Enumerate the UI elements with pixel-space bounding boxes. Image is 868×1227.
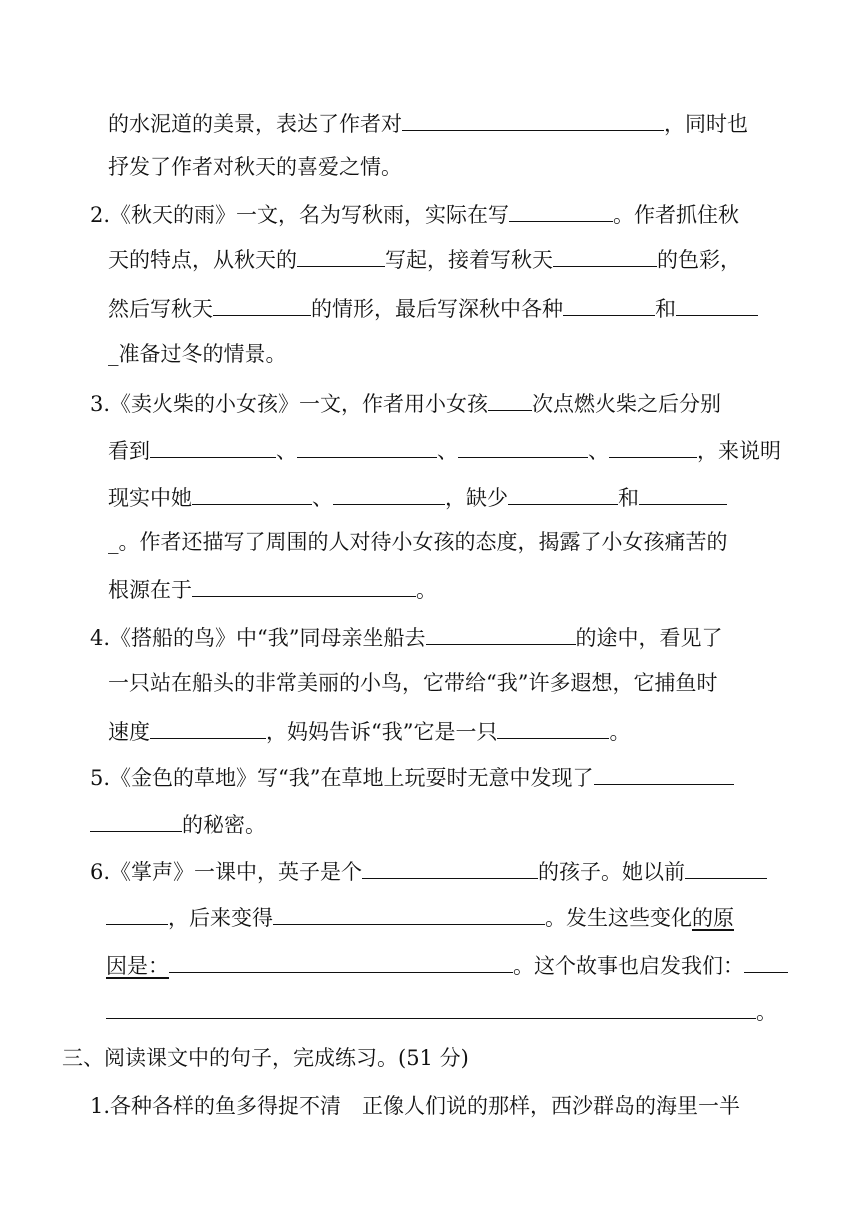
text-line [106, 950, 788, 980]
answer-blank[interactable] [609, 435, 697, 458]
text: ，来说明 [697, 439, 781, 463]
answer-blank[interactable] [150, 716, 266, 739]
text-line [108, 339, 287, 369]
text: 。这个故事也启发我们： [513, 954, 744, 978]
text: 3.《卖火柴的小女孩》一文，作者用小女孩 [90, 392, 489, 416]
answer-blank[interactable] [213, 293, 311, 316]
answer-blank[interactable] [362, 856, 538, 879]
text: 和 [655, 297, 676, 321]
text: 抒发了作者对秋天的喜爱之情。 [108, 155, 402, 179]
text: 写起，接着写秋天 [385, 248, 553, 272]
text: 天的特点，从秋天的 [108, 248, 297, 272]
answer-blank[interactable] [333, 482, 445, 505]
text: 。发生这些变化 [545, 906, 692, 930]
text: 。作者抓住秋 [613, 203, 740, 227]
text: 、 [276, 439, 297, 463]
question-4 [90, 622, 723, 652]
answer-blank[interactable] [458, 435, 588, 458]
text: 、 [312, 486, 333, 510]
text: 6.《掌声》一课中，英子是个 [90, 860, 363, 884]
text: 的途中，看见了 [575, 626, 723, 650]
question-6 [90, 856, 767, 886]
question-3-1 [90, 1091, 740, 1121]
text: _准备过冬的情景。 [108, 342, 287, 366]
text: 和 [618, 486, 639, 510]
text: 一只站在船头的非常美丽的小鸟，它带给“我”许多遐想，它捕鱼时 [108, 671, 718, 695]
answer-blank[interactable] [106, 902, 168, 925]
answer-blank[interactable] [563, 293, 655, 316]
text: 、 [588, 439, 609, 463]
text: 然后写秋天 [108, 297, 213, 321]
text: ，缺少 [445, 486, 508, 510]
answer-blank[interactable] [488, 388, 532, 411]
text: 。 [756, 1000, 777, 1024]
text: ，后来变得 [168, 906, 273, 930]
answer-blank[interactable] [509, 199, 613, 222]
answer-blank[interactable] [594, 762, 734, 785]
answer-blank[interactable] [402, 108, 664, 131]
answer-blank[interactable] [508, 482, 618, 505]
text: 的孩子。她以前 [538, 860, 686, 884]
text: 次点燃火柴之后分别 [532, 392, 722, 416]
text-line [108, 293, 758, 323]
text: 1.各种各样的鱼多得捉不清 正像人们说的那样，西沙群岛的海里一半 [90, 1094, 741, 1118]
answer-blank[interactable] [685, 856, 767, 879]
text: 2.《秋天的雨》一文，名为写秋雨，实际在写 [90, 203, 510, 227]
text: 速度 [108, 720, 150, 744]
answer-blank[interactable] [90, 809, 182, 832]
answer-blank[interactable] [426, 622, 576, 645]
text-line [108, 574, 437, 604]
text-line [108, 716, 630, 746]
text: ，同时也 [664, 112, 748, 136]
answer-blank[interactable] [639, 482, 727, 505]
underlined-text: 的原 [692, 906, 734, 930]
answer-blank[interactable] [744, 950, 788, 973]
text-line [106, 996, 777, 1026]
text: 的情形，最后写深秋中各种 [311, 297, 563, 321]
answer-blank[interactable] [497, 716, 609, 739]
answer-blank[interactable] [150, 435, 276, 458]
answer-blank[interactable] [192, 574, 416, 597]
text-line [108, 152, 402, 182]
text: 。 [416, 578, 437, 602]
text: 的色彩， [657, 248, 741, 272]
text-line [90, 809, 266, 839]
underlined-text: 因是： [106, 954, 169, 978]
text: 。 [609, 720, 631, 744]
answer-blank[interactable] [169, 950, 513, 973]
text: 、 [437, 439, 458, 463]
text-line [108, 527, 728, 557]
text-line [108, 668, 717, 698]
text-line [108, 244, 741, 274]
text-line [108, 435, 781, 465]
text-line [106, 902, 734, 932]
section-3-heading: 三、阅读课文中的句子，完成练习。(51 分) [62, 1046, 469, 1070]
text: 的秘密。 [182, 813, 266, 837]
answer-blank[interactable] [553, 244, 657, 267]
text: 4.《搭船的鸟》中“我”同母亲坐船去 [90, 626, 426, 650]
text: _。作者还描写了周围的人对待小女孩的态度，揭露了小女孩痛苦的 [108, 530, 728, 554]
text-line [108, 482, 727, 512]
section-heading [62, 1043, 469, 1073]
answer-blank[interactable] [297, 435, 437, 458]
answer-blank[interactable] [106, 996, 756, 1019]
text: ，妈妈告诉“我”它是一只 [266, 720, 498, 744]
text: 5.《金色的草地》写“我”在草地上玩耍时无意中发现了 [90, 766, 594, 790]
answer-blank[interactable] [297, 244, 385, 267]
text: 的水泥道的美景，表达了作者对 [108, 112, 402, 136]
question-2 [90, 199, 739, 229]
answer-blank[interactable] [192, 482, 312, 505]
answer-blank[interactable] [676, 293, 758, 316]
question-5 [90, 762, 734, 792]
answer-blank[interactable] [273, 902, 545, 925]
text: 根源在于 [108, 578, 192, 602]
question-3 [90, 388, 721, 418]
text: 现实中她 [108, 486, 192, 510]
text-line [108, 108, 748, 138]
text: 看到 [108, 439, 150, 463]
